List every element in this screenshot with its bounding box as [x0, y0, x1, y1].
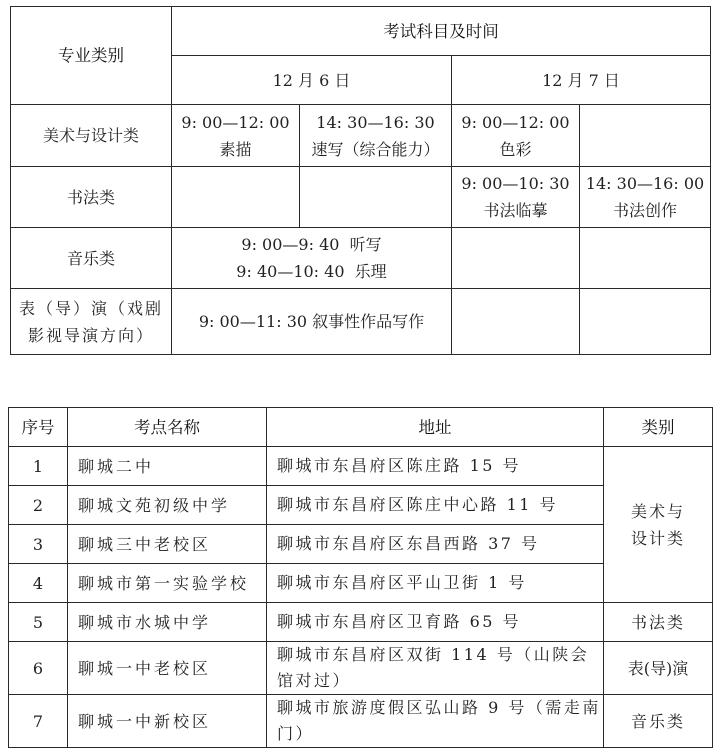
row-index: 5: [9, 603, 68, 642]
venue-name: 聊城三中老校区: [68, 525, 267, 564]
subjects-time-header: 考试科目及时间: [172, 7, 711, 56]
category-cell: [11, 289, 172, 355]
category-line: 影视导演方向）: [27, 325, 154, 345]
date-header-day1: 12 月 6 日: [172, 56, 452, 105]
table-row: [9, 642, 713, 695]
venue-name: 聊城一中新校区: [68, 695, 267, 748]
exam-schedule-table: [10, 6, 711, 355]
venue-name: 聊城市第一实验学校: [68, 564, 267, 603]
index-header: 序号: [9, 408, 68, 447]
exam-cell-merged: 9: 00—11: 30 叙事性作品写作: [172, 289, 452, 355]
exam-subject: 速写（综合能力）: [311, 139, 440, 159]
schedule-row-music: [11, 228, 711, 289]
venue-address: 聊城市东昌府区东昌西路 37 号: [267, 525, 604, 564]
empty-cell: [452, 289, 580, 355]
table-row: [9, 603, 713, 642]
category-cell: 音乐类: [11, 228, 172, 289]
row-index: 2: [9, 486, 68, 525]
schedule-row-performance: [11, 289, 711, 355]
exam-cell: [452, 167, 580, 228]
exam-subject: 色彩: [499, 139, 532, 159]
venue-name: 聊城二中: [68, 447, 267, 486]
venue-address: 聊城市旅游度假区弘山路 9 号（需走南门）: [267, 695, 604, 748]
empty-cell: [452, 228, 580, 289]
exam-venue-table: [8, 407, 713, 748]
venue-name: 聊城一中老校区: [68, 642, 267, 695]
venue-address: 聊城市东昌府区陈庄中心路 11 号: [267, 486, 604, 525]
category-header: 专业类别: [11, 7, 172, 105]
date-header-day2: 12 月 7 日: [452, 56, 711, 105]
exam-subject: 素描: [219, 139, 252, 159]
exam-cell: [580, 167, 711, 228]
empty-cell: [172, 167, 300, 228]
exam-cell: [172, 105, 300, 167]
address-header: 地址: [267, 408, 604, 447]
empty-cell: [300, 167, 452, 228]
table-row: [9, 695, 713, 748]
exam-line: 9: 40—10: 40 乐理: [236, 262, 387, 281]
venue-address: 聊城市东昌府区双街 114 号（山陕会馆对过）: [267, 642, 604, 695]
table-row: [9, 447, 713, 486]
row-index: 3: [9, 525, 68, 564]
row-index: 4: [9, 564, 68, 603]
row-index: 6: [9, 642, 68, 695]
empty-cell: [580, 289, 711, 355]
venue-category: 书法类: [604, 603, 713, 642]
category-cell: 书法类: [11, 167, 172, 228]
exam-cell: [300, 105, 452, 167]
venue-address: 聊城市东昌府区平山卫街 1 号: [267, 564, 604, 603]
name-header: 考点名称: [68, 408, 267, 447]
venue-name: 聊城市水城中学: [68, 603, 267, 642]
category-cell: 美术与设计类: [11, 105, 172, 167]
schedule-row-calligraphy: [11, 167, 711, 228]
exam-cell: [452, 105, 580, 167]
exam-time: 9: 00—10: 30: [461, 174, 570, 193]
venue-category: 音乐类: [604, 695, 713, 748]
exam-subject: 书法创作: [612, 201, 677, 220]
venue-name: 聊城文苑初级中学: [68, 486, 267, 525]
schedule-row-art-design: [11, 105, 711, 167]
empty-cell: [580, 228, 711, 289]
category-line: 设计类: [630, 528, 685, 548]
exam-time: 14: 30—16: 30: [316, 112, 435, 132]
exam-cell-merged: [172, 228, 452, 289]
category-line: 表（导）演（戏剧: [18, 298, 163, 318]
category-header: 类别: [604, 408, 713, 447]
venue-address: 聊城市东昌府区陈庄路 15 号: [267, 447, 604, 486]
exam-time: 14: 30—16: 00: [585, 174, 705, 193]
row-index: 1: [9, 447, 68, 486]
venue-category: [604, 447, 713, 603]
exam-time: 9: 00—12: 00: [181, 112, 290, 132]
exam-time: 9: 00—12: 00: [461, 112, 570, 132]
venue-address: 聊城市东昌府区卫育路 65 号: [267, 603, 604, 642]
empty-cell: [580, 105, 711, 167]
category-line: 美术与: [630, 501, 685, 521]
exam-subject: 书法临摹: [483, 201, 548, 220]
exam-line: 9: 00—9: 40 听写: [241, 235, 382, 254]
row-index: 7: [9, 695, 68, 748]
venue-category: 表(导)演: [604, 642, 713, 695]
